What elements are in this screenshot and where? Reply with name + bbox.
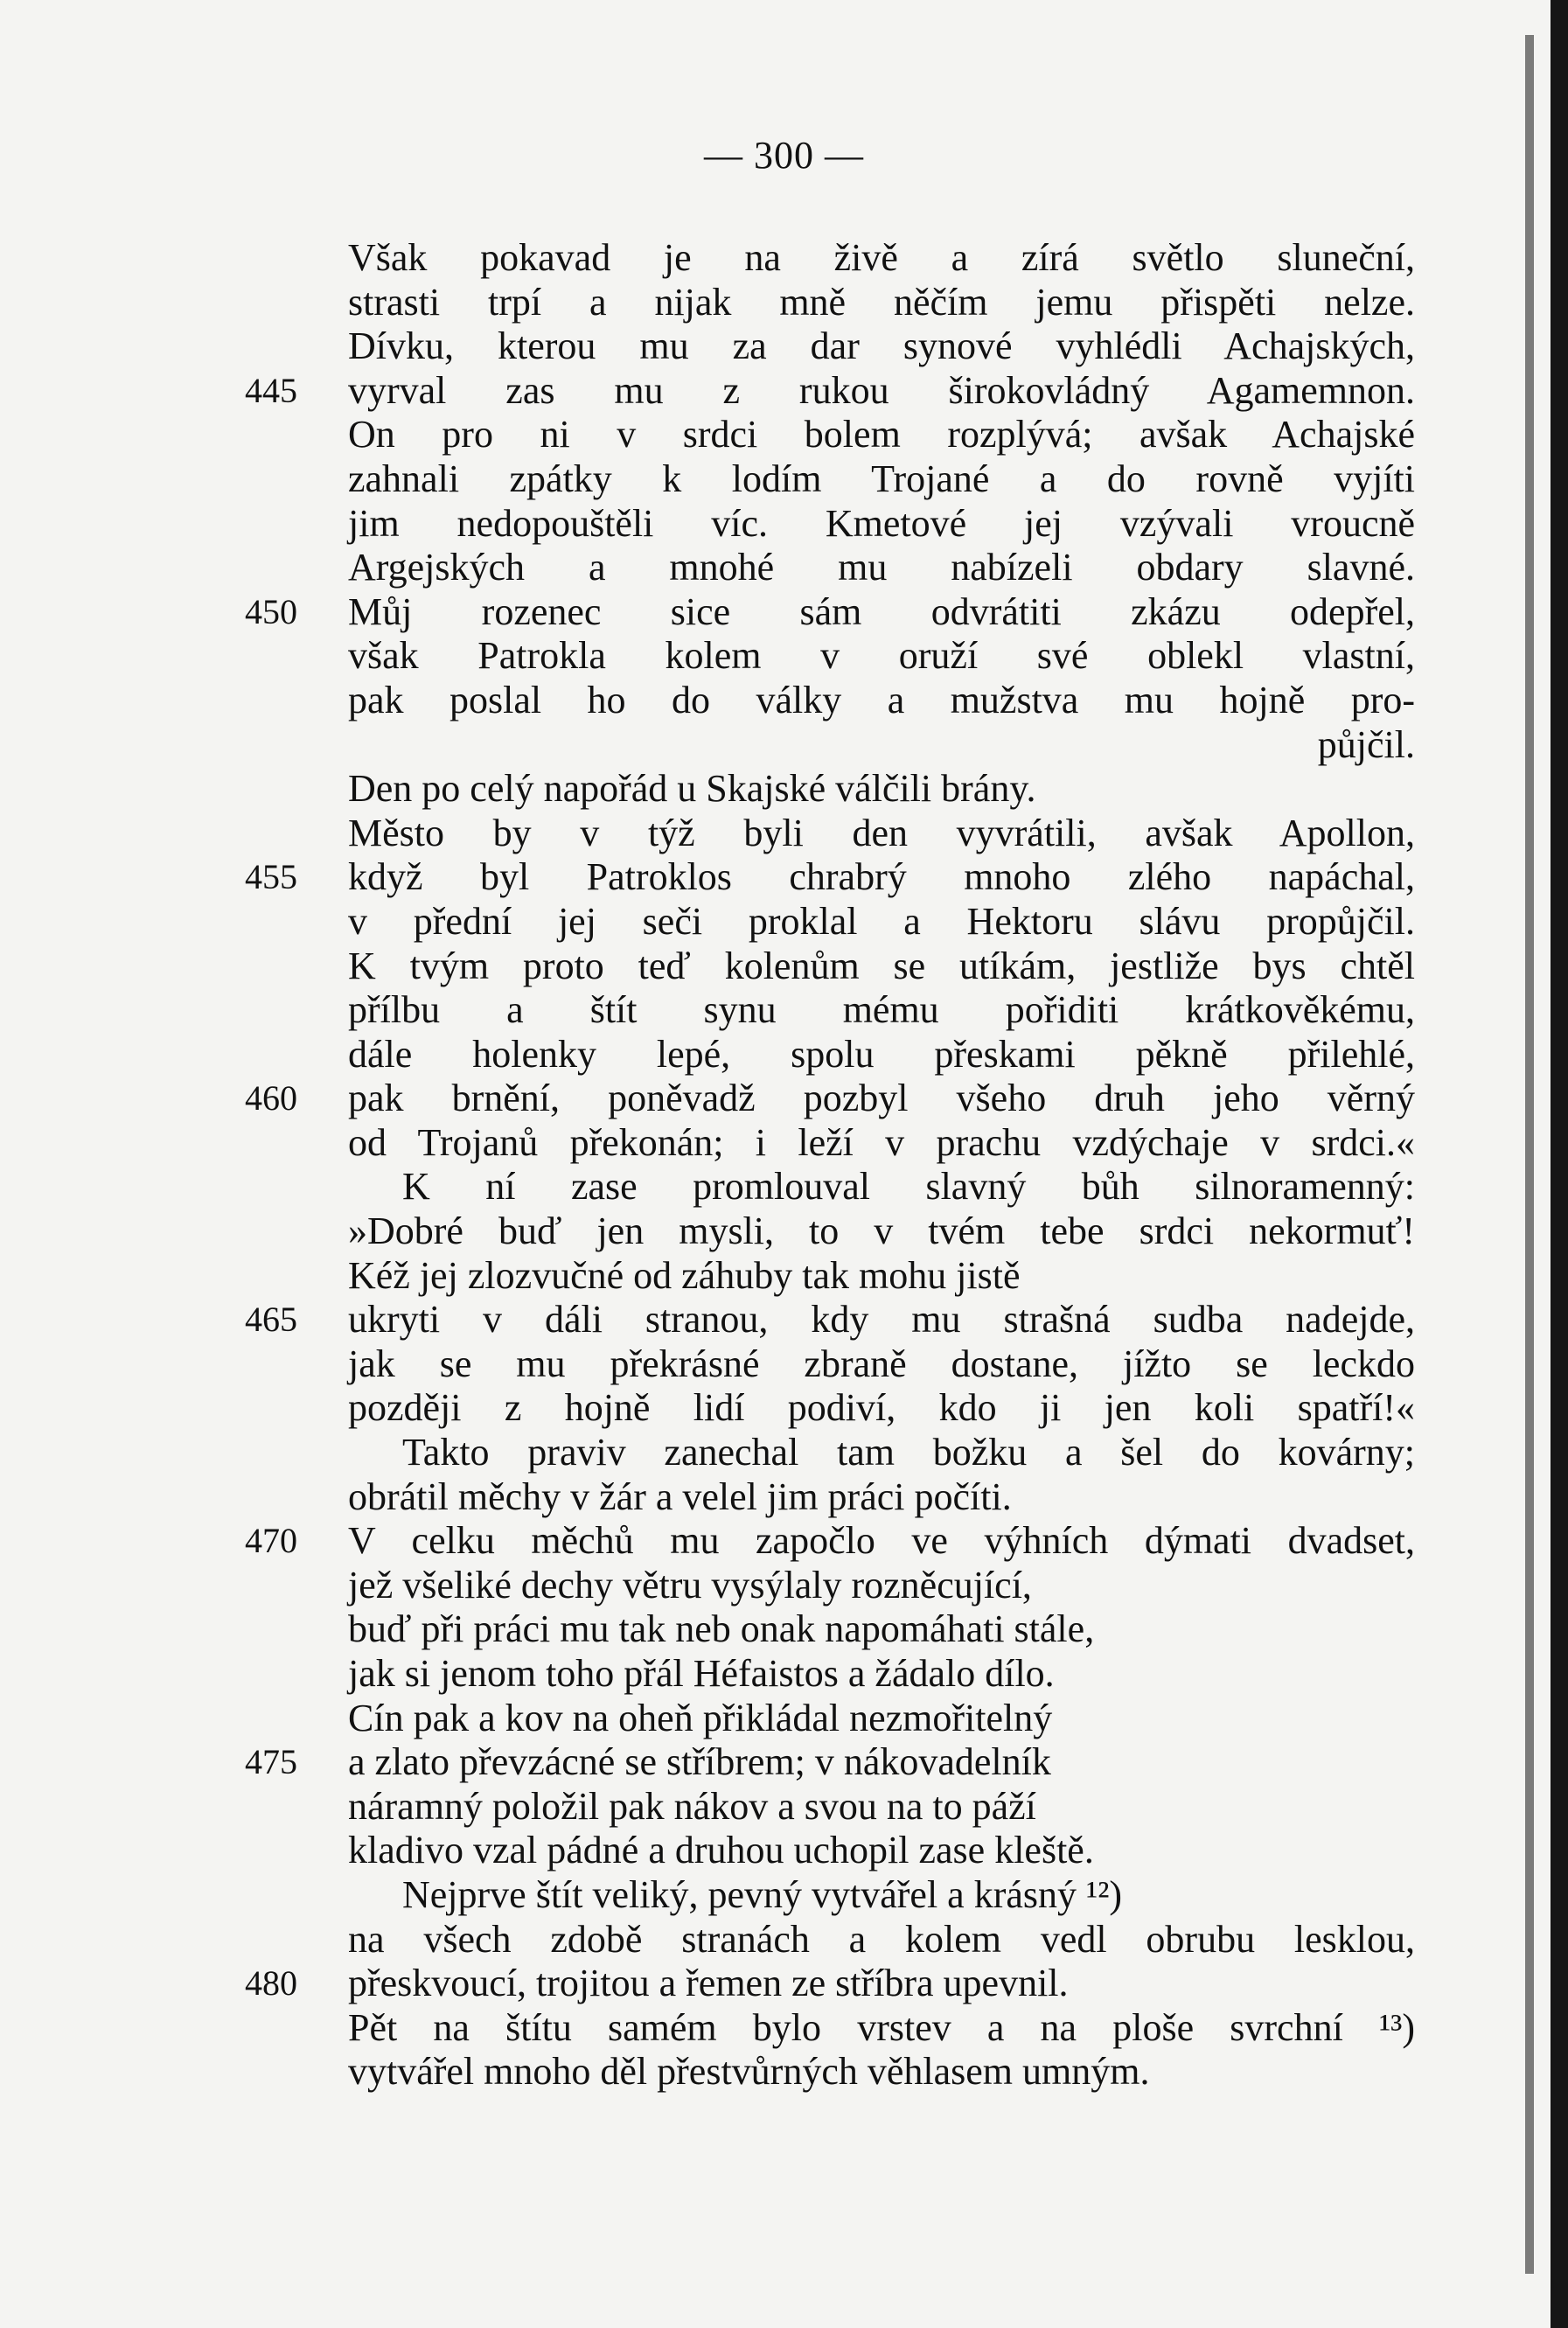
verse-line <box>245 1342 1434 1387</box>
verse-line <box>245 767 1434 812</box>
verse-text: později z hojně lidí podiví, kdo ji jen koli spatří!« <box>348 1386 1415 1430</box>
verse-text: na všech zdobě stranách a kolem vedl obrubu lesklou, <box>348 1917 1415 1961</box>
verse-text: K ní zase promlouval slavný bůh silnoramenný: <box>402 1165 1415 1209</box>
verse-line <box>245 1918 1434 1962</box>
verse-line <box>245 2006 1434 2051</box>
verse-line <box>245 2050 1434 2095</box>
verse-text: Však pokavad je na živě a zírá světlo sluneční, <box>348 236 1415 279</box>
verse-line <box>245 1077 1434 1121</box>
verse-line <box>245 1829 1434 1873</box>
verse-line <box>245 413 1434 457</box>
verse-line <box>245 944 1434 989</box>
verse-text: pak brnění, poněvadž pozbyl všeho druh jeho věrný <box>348 1077 1415 1120</box>
verse-text: vyrval zas mu z rukou širokovládný Agamemnon. <box>348 368 1415 412</box>
verse-text: Den po celý napořád u Skajské válčili brány. <box>348 767 1036 811</box>
verse-block <box>245 236 1434 2095</box>
verse-text: pak poslal ho do války a mužstva mu hojně pro- <box>348 678 1415 721</box>
line-number: 450 <box>245 591 297 631</box>
verse-text: náramný položil pak nákov a svou na to páží <box>348 1784 1036 1828</box>
line-number: 445 <box>245 370 297 410</box>
verse-line <box>245 590 1434 635</box>
verse-line <box>245 1697 1434 1741</box>
verse-line <box>245 502 1434 547</box>
verse-line <box>245 679 1434 723</box>
line-number: 480 <box>245 1963 297 2004</box>
verse-line <box>245 324 1434 369</box>
verse-text: strasti trpí a nijak mně něčím jemu přispěti nelze. <box>348 280 1415 324</box>
verse-text: vytvářel mnoho děl přestvůrných věhlasem umným. <box>348 2050 1150 2094</box>
verse-text: zahnali zpátky k lodím Trojané a do rovně vyjíti <box>348 457 1415 500</box>
verse-text: Kéž jej zlozvučné od záhuby tak mohu jistě <box>348 1253 1021 1297</box>
verse-line <box>245 855 1434 900</box>
verse-text: »Dobré buď jen mysli, to v tvém tebe srdci nekormuť! <box>348 1209 1415 1253</box>
verse-line <box>245 988 1434 1033</box>
verse-text: Dívku, kterou mu za dar synové vyhlédli Achajských, <box>348 324 1415 368</box>
verse-text: od Trojanů překonán; i leží v prachu vzdýchaje v srdci.« <box>348 1120 1415 1164</box>
verse-text: půjčil. <box>1317 722 1415 766</box>
verse-text: jak se mu překrásné zbraně dostane, jížto se leckdo <box>348 1342 1415 1385</box>
verse-line <box>245 1209 1434 1254</box>
line-number: 475 <box>245 1742 297 1782</box>
verse-line <box>245 1254 1434 1299</box>
verse-line <box>245 369 1434 414</box>
verse-text: obrátil měchy v žár a velel jim práci počíti. <box>348 1474 1012 1518</box>
verse-text: ukryti v dáli stranou, kdy mu strašná sudba nadejde, <box>348 1298 1415 1342</box>
verse-text: však Patrokla kolem v oruží své oblekl vlastní, <box>348 634 1415 678</box>
verse-line <box>245 1740 1434 1785</box>
verse-line <box>245 457 1434 502</box>
page-number: — 300 — <box>704 134 864 177</box>
verse-line <box>245 812 1434 856</box>
verse-line <box>245 1121 1434 1166</box>
verse-text: Takto praviv zanechal tam božku a šel do kovárny; <box>402 1431 1415 1474</box>
verse-text: On pro ni v srdci bolem rozplývá; avšak Achajské <box>348 413 1415 457</box>
verse-text: přílbu a štít synu mému pořiditi krátkověkému, <box>348 988 1415 1032</box>
verse-line <box>245 1519 1434 1564</box>
verse-text: Město by v týž byli den vyvrátili, avšak Apollon, <box>348 811 1415 854</box>
verse-line <box>245 1165 1434 1209</box>
verse-line <box>245 723 1434 768</box>
verse-text: dále holenky lepé, spolu přeskami pěkně přilehlé, <box>348 1032 1415 1076</box>
verse-line <box>245 1607 1434 1652</box>
verse-line <box>245 1652 1434 1697</box>
verse-text: když byl Patroklos chrabrý mnoho zlého napáchal, <box>348 855 1415 899</box>
verse-text: kladivo vzal pádné a druhou uchopil zase kleště. <box>348 1829 1094 1872</box>
verse-text: jež všeliké dechy větru vysýlaly rozněcující, <box>348 1563 1032 1607</box>
verse-text: Pět na štítu samém bylo vrstev a na ploše svrchní ¹³) <box>348 2005 1415 2049</box>
verse-line <box>245 1873 1434 1918</box>
verse-text: jak si jenom toho přál Héfaistos a žádalo dílo. <box>348 1652 1055 1695</box>
verse-line <box>245 1962 1434 2006</box>
verse-line <box>245 1386 1434 1431</box>
verse-line <box>245 1785 1434 1830</box>
line-number: 470 <box>245 1521 297 1561</box>
verse-line <box>245 900 1434 944</box>
verse-line <box>245 1033 1434 1077</box>
line-number: 460 <box>245 1078 297 1119</box>
verse-line <box>245 1298 1434 1342</box>
verse-text: Argejských a mnohé mu nabízeli obdary slavné. <box>348 546 1415 589</box>
verse-line <box>245 634 1434 679</box>
verse-line <box>245 236 1434 281</box>
verse-line <box>245 546 1434 590</box>
verse-text: buď při práci mu tak neb onak napomáhati stále, <box>348 1607 1095 1651</box>
verse-text: jim nedopouštěli víc. Kmetové jej vzývali vroucně <box>348 501 1415 545</box>
verse-text: V celku měchů mu započlo ve výhních dýmati dvadset, <box>348 1519 1415 1563</box>
verse-text: Můj rozenec sice sám odvrátiti zkázu odepřel, <box>348 589 1415 633</box>
verse-line <box>245 1564 1434 1608</box>
verse-line <box>245 1431 1434 1475</box>
scan-edge <box>1525 35 1534 2274</box>
verse-text: v přední jej seči proklal a Hektoru slávu propůjčil. <box>348 899 1415 943</box>
verse-text: přeskvoucí, trojitou a řemen ze stříbra upevnil. <box>348 1962 1069 2005</box>
line-number: 455 <box>245 857 297 897</box>
page-edge-shadow <box>1551 0 1568 2328</box>
line-number: 465 <box>245 1300 297 1340</box>
verse-text: Nejprve štít veliký, pevný vytvářel a krásný ¹²) <box>402 1872 1123 1916</box>
verse-text: K tvým proto teď kolenům se utíkám, jestliže bys chtěl <box>348 944 1415 987</box>
verse-line <box>245 1475 1434 1520</box>
verse-text: Cín pak a kov na oheň přikládal nezmořitelný <box>348 1696 1053 1739</box>
verse-text: a zlato převzácné se stříbrem; v nákovadelník <box>348 1740 1051 1784</box>
verse-line <box>245 281 1434 325</box>
